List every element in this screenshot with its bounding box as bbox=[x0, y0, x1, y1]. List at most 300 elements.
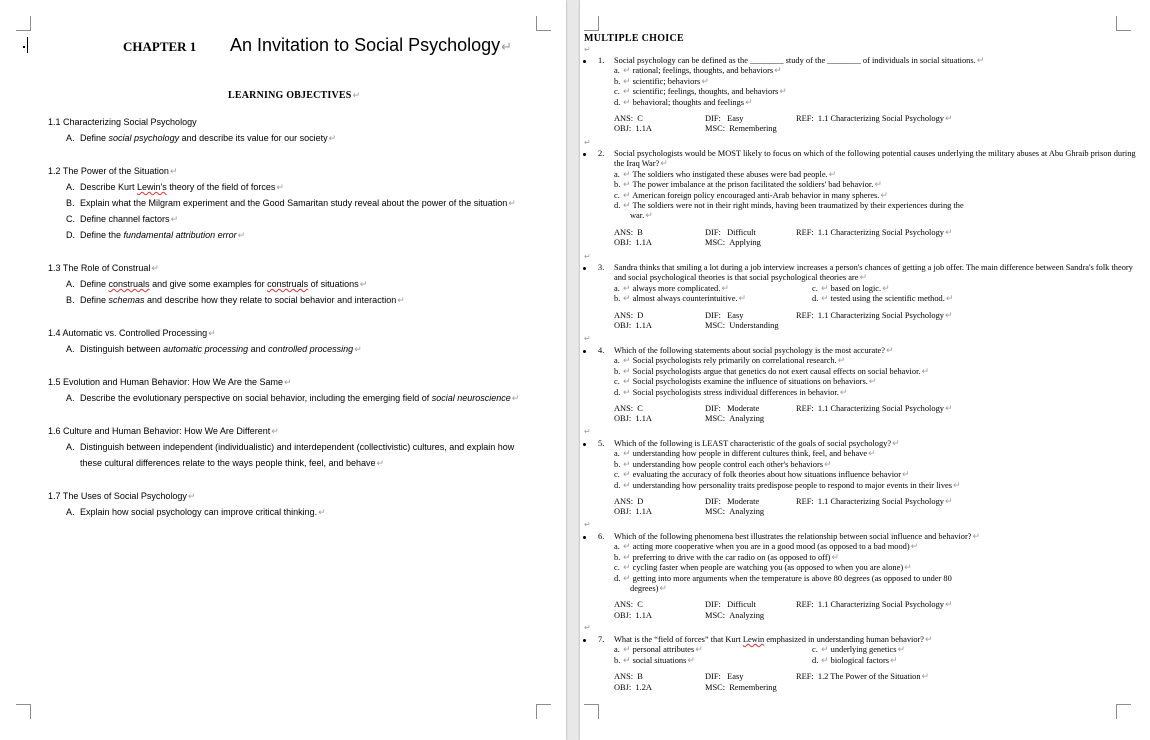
option-text: Social psychologists argue that genetics do not exert causal effects on social behavior. bbox=[632, 366, 921, 376]
objective-text: Define bbox=[80, 295, 109, 305]
tab-mark-icon: ↵ bbox=[623, 97, 631, 108]
return-mark-icon: ↵ bbox=[170, 215, 179, 225]
return-mark-icon: ↵ bbox=[779, 87, 787, 98]
skill-level: Analyzing bbox=[729, 507, 765, 517]
bullet-icon bbox=[583, 267, 586, 270]
tab-mark-icon: ↵ bbox=[695, 645, 703, 656]
return-mark-icon: ↵ bbox=[660, 159, 668, 170]
answer-option bbox=[614, 388, 1138, 398]
objective-text: Distinguish between bbox=[80, 344, 164, 354]
option-text: based on logic. bbox=[830, 283, 882, 293]
return-mark-icon: ↵ bbox=[897, 645, 906, 656]
return-mark-icon: ↵ bbox=[584, 520, 591, 529]
objective-item bbox=[66, 344, 362, 355]
objective-text: Distinguish between independent (individualistic) and interdependent (collectivistic) cultures, and explain how bbox=[80, 442, 515, 452]
option-text: Social psychologists rely primarily on correlational research. bbox=[632, 356, 837, 366]
option-letter: a. bbox=[614, 356, 620, 366]
bullet-icon bbox=[583, 153, 586, 156]
question-stem bbox=[614, 263, 1138, 284]
meta-label: REF: bbox=[796, 114, 814, 124]
objective-term: social psychology bbox=[108, 133, 180, 143]
objective-item-continued bbox=[80, 458, 384, 469]
spellcheck-word[interactable]: construals bbox=[108, 279, 150, 289]
spellcheck-word[interactable]: Lewin bbox=[742, 635, 765, 644]
option-letter: d. bbox=[614, 480, 621, 490]
question-stem-text: Which of the following is LEAST characteristic of the goals of social psychology? bbox=[614, 439, 892, 448]
answer-option bbox=[614, 98, 1138, 108]
objective-item bbox=[66, 295, 405, 306]
meta-label: MSC: bbox=[705, 610, 726, 620]
return-mark-icon: ↵ bbox=[972, 532, 980, 542]
option-text: understanding how people control each other's behaviors bbox=[632, 459, 823, 469]
answer-options bbox=[614, 284, 1138, 305]
option-letter: c. bbox=[812, 645, 818, 655]
answer-options bbox=[614, 542, 1138, 594]
option-text: The soldiers were not in their right minds, having been traumatized by their experiences during the bbox=[632, 201, 964, 211]
option-letter: c. bbox=[614, 87, 620, 97]
meta-label: ANS: bbox=[614, 672, 634, 682]
tab-mark-icon: ↵ bbox=[687, 655, 695, 666]
option-text: acting more cooperative when you are in a good mood (as opposed to a bad mood) bbox=[632, 542, 910, 552]
answer-key: D bbox=[637, 310, 644, 320]
meta-label: OBJ: bbox=[614, 610, 632, 620]
option-text: evaluating the accuracy of folk theories about how situations influence behavior bbox=[632, 470, 902, 480]
return-mark-icon: ↵ bbox=[904, 563, 912, 574]
answer-key: C bbox=[637, 114, 643, 124]
crop-mark bbox=[536, 16, 551, 31]
meta-label: OBJ: bbox=[614, 321, 632, 331]
meta-label: OBJ: bbox=[614, 414, 632, 424]
return-mark-icon: ↵ bbox=[831, 552, 839, 563]
meta-label: OBJ: bbox=[614, 682, 632, 692]
tab-mark-icon: ↵ bbox=[821, 294, 829, 305]
objective-text: theory of the field of forces bbox=[166, 182, 276, 192]
return-mark-icon: ↵ bbox=[921, 672, 930, 683]
tab-mark-icon: ↵ bbox=[623, 169, 631, 180]
answer-option bbox=[614, 542, 1138, 552]
answer-option bbox=[614, 284, 812, 294]
skill-level: Applying bbox=[729, 238, 761, 248]
reference: 1.1 Characterizing Social Psychology bbox=[817, 497, 944, 507]
tab-mark-icon: ↵ bbox=[623, 66, 631, 77]
bullet-icon bbox=[583, 536, 586, 539]
answer-metadata bbox=[614, 497, 1138, 518]
return-mark-icon: ↵ bbox=[890, 655, 898, 666]
return-mark-icon: ↵ bbox=[352, 91, 361, 101]
meta-label: MSC: bbox=[705, 238, 726, 248]
option-text: preferring to drive with the car radio on (as opposed to off) bbox=[632, 552, 831, 562]
return-mark-icon: ↵ bbox=[859, 273, 867, 284]
objective-text: and describe how they relate to social behavior and interaction bbox=[144, 295, 397, 305]
option-text: The power imbalance at the prison facilitated the soldiers' bad behavior. bbox=[632, 180, 874, 190]
answer-option bbox=[614, 377, 1138, 387]
return-mark-icon: ↵ bbox=[976, 56, 985, 66]
question-stem bbox=[614, 635, 1138, 645]
objective-letter: A. bbox=[66, 279, 75, 289]
return-mark-icon: ↵ bbox=[283, 378, 292, 388]
return-mark-icon: ↵ bbox=[745, 97, 753, 108]
chapter-label: CHAPTER 1 bbox=[123, 39, 197, 54]
answer-option bbox=[614, 563, 1138, 573]
tab-mark-icon: ↵ bbox=[623, 542, 631, 553]
answer-options bbox=[614, 449, 1138, 491]
objective-letter: A. bbox=[66, 344, 75, 354]
tab-mark-icon: ↵ bbox=[623, 201, 631, 212]
option-text: behavioral; thoughts and feelings bbox=[632, 97, 745, 107]
tab-mark-icon: ↵ bbox=[623, 480, 631, 491]
question-number: 1. bbox=[598, 56, 605, 65]
option-text: cycling faster when people are watching you (as opposed to when you are alone) bbox=[632, 563, 904, 573]
return-mark-icon: ↵ bbox=[885, 346, 894, 356]
tab-mark-icon: ↵ bbox=[623, 377, 631, 388]
option-text: understanding how people in different cultures think, feel, and behave bbox=[632, 449, 868, 459]
multiple-choice-heading: MULTIPLE CHOICE bbox=[584, 33, 684, 44]
option-letter: b. bbox=[614, 655, 621, 665]
objective-letter: A. bbox=[66, 393, 75, 403]
return-mark-icon: ↵ bbox=[645, 211, 653, 222]
return-mark-icon: ↵ bbox=[701, 76, 709, 87]
answer-option bbox=[614, 470, 1138, 480]
objective-term: social neuroscience bbox=[431, 393, 511, 403]
answer-key: B bbox=[637, 672, 643, 682]
objective-letter: B. bbox=[66, 295, 75, 305]
section-label: 1.1 Characterizing Social Psychology bbox=[48, 117, 197, 127]
answer-option bbox=[812, 284, 890, 294]
return-mark-icon: ↵ bbox=[902, 470, 910, 481]
chapter-title bbox=[230, 35, 512, 56]
bullet-icon bbox=[583, 350, 586, 353]
return-mark-icon: ↵ bbox=[397, 296, 405, 306]
answer-option bbox=[812, 294, 953, 304]
meta-label: REF: bbox=[796, 310, 814, 320]
return-mark-icon: ↵ bbox=[271, 427, 279, 437]
meta-label: OBJ: bbox=[614, 238, 632, 248]
objective-text: and bbox=[248, 344, 269, 354]
tab-mark-icon: ↵ bbox=[738, 294, 747, 305]
question-stem bbox=[614, 149, 1138, 170]
crop-mark bbox=[1116, 704, 1131, 719]
question-item bbox=[598, 532, 1138, 621]
objective-ref: 1.1A bbox=[635, 238, 652, 248]
spellcheck-word[interactable]: Lewin's bbox=[137, 182, 167, 192]
return-mark-icon: ↵ bbox=[584, 623, 591, 632]
option-letter: d. bbox=[614, 387, 621, 397]
objective-text: Define bbox=[80, 279, 109, 289]
question-stem-text: What is the “field of forces” that Kurt bbox=[614, 635, 743, 644]
question-item bbox=[598, 149, 1138, 249]
answer-option bbox=[614, 574, 1138, 584]
return-mark-icon: ↵ bbox=[925, 635, 933, 645]
spellcheck-word[interactable]: construals bbox=[267, 279, 309, 289]
objective-text: Define bbox=[80, 133, 109, 143]
option-text: understanding how personality traits predispose people to respond to major events in their lives bbox=[632, 480, 952, 490]
section-label: 1.4 Automatic vs. Controlled Processing bbox=[48, 328, 208, 338]
skill-level: Remembering bbox=[729, 682, 777, 692]
return-mark-icon: ↵ bbox=[868, 377, 877, 388]
option-text: war. bbox=[630, 211, 645, 221]
objective-ref: 1.2A bbox=[635, 682, 652, 692]
return-mark-icon: ↵ bbox=[774, 66, 782, 77]
objective-item bbox=[66, 182, 284, 193]
option-text: scientific; feelings, thoughts, and behaviors bbox=[632, 87, 779, 97]
option-text: getting into more arguments when the temperature is above 80 degrees (as opposed to under 80 bbox=[632, 573, 952, 583]
option-letter: d. bbox=[614, 97, 621, 107]
question-item bbox=[598, 56, 1138, 135]
meta-label: MSC: bbox=[705, 124, 726, 134]
tab-mark-icon: ↵ bbox=[623, 180, 631, 191]
tab-mark-icon: ↵ bbox=[623, 366, 631, 377]
meta-label: ANS: bbox=[614, 600, 634, 610]
option-letter: b. bbox=[614, 76, 621, 86]
return-mark-icon: ↵ bbox=[359, 280, 368, 290]
skill-level: Remembering bbox=[729, 124, 777, 134]
tab-mark-icon: ↵ bbox=[623, 449, 631, 460]
answer-option bbox=[614, 481, 1138, 491]
return-mark-icon: ↵ bbox=[953, 480, 961, 491]
meta-label: ANS: bbox=[614, 227, 634, 237]
return-mark-icon: ↵ bbox=[839, 387, 848, 398]
answer-option bbox=[812, 645, 905, 655]
difficulty: Easy bbox=[727, 672, 744, 682]
section-heading bbox=[48, 117, 197, 127]
document-page-right[interactable] bbox=[580, 0, 1150, 740]
answer-option bbox=[614, 170, 1138, 180]
option-letter: b. bbox=[614, 459, 621, 469]
answer-option bbox=[614, 356, 1138, 366]
return-mark-icon: ↵ bbox=[944, 310, 953, 321]
answer-option bbox=[614, 294, 812, 304]
option-letter: a. bbox=[614, 645, 620, 655]
return-mark-icon: ↵ bbox=[944, 114, 953, 125]
objective-ref: 1.1A bbox=[635, 414, 652, 424]
tab-mark-icon: ↵ bbox=[623, 87, 631, 98]
difficulty: Difficult bbox=[727, 600, 756, 610]
option-text: Social psychologists examine the influence of situations on behaviors. bbox=[632, 377, 868, 387]
reference: 1.1 Characterizing Social Psychology bbox=[817, 600, 944, 610]
objective-item bbox=[66, 442, 514, 452]
return-mark-icon: ↵ bbox=[276, 183, 284, 193]
answer-option-continued bbox=[630, 211, 1138, 221]
section-heading bbox=[48, 377, 292, 388]
section-heading bbox=[48, 426, 279, 437]
return-mark-icon: ↵ bbox=[828, 169, 837, 180]
crop-mark bbox=[584, 16, 599, 31]
return-mark-icon: ↵ bbox=[945, 294, 954, 305]
meta-label: OBJ: bbox=[614, 124, 632, 134]
document-page-left[interactable] bbox=[0, 0, 566, 740]
answer-option bbox=[614, 460, 1138, 470]
option-letter: b. bbox=[614, 294, 621, 304]
skill-level: Analyzing bbox=[729, 610, 765, 620]
return-mark-icon: ↵ bbox=[880, 190, 888, 201]
objective-ref: 1.1A bbox=[635, 321, 652, 331]
option-letter: d. bbox=[614, 573, 621, 583]
answer-option bbox=[614, 553, 1138, 563]
reference: 1.1 Characterizing Social Psychology bbox=[817, 310, 944, 320]
objective-text: and give some examples for bbox=[149, 279, 268, 289]
objective-item bbox=[66, 230, 245, 241]
answer-metadata bbox=[614, 600, 1138, 621]
objective-term: schemas bbox=[108, 295, 145, 305]
objective-text: of situations bbox=[308, 279, 359, 289]
return-mark-icon: ↵ bbox=[921, 366, 930, 377]
return-mark-icon: ↵ bbox=[508, 199, 516, 209]
option-letter: b. bbox=[614, 366, 621, 376]
objective-ref: 1.1A bbox=[635, 124, 652, 134]
meta-label: REF: bbox=[796, 404, 814, 414]
answer-option-continued bbox=[630, 584, 1138, 594]
meta-label: REF: bbox=[796, 600, 814, 610]
question-stem bbox=[614, 56, 1138, 66]
answer-metadata bbox=[614, 228, 1138, 249]
option-letter: c. bbox=[614, 190, 620, 200]
crop-mark bbox=[584, 704, 599, 719]
option-text: degrees) bbox=[630, 584, 659, 594]
answer-option bbox=[614, 191, 1138, 201]
reference: 1.1 Characterizing Social Psychology bbox=[817, 227, 944, 237]
tab-mark-icon: ↵ bbox=[623, 470, 631, 481]
objective-term: fundamental attribution error bbox=[123, 230, 237, 240]
meta-label: ANS: bbox=[614, 310, 634, 320]
objective-text: Explain what the Milgram experiment and the Good Samaritan study reveal about the power of the situation bbox=[80, 198, 508, 208]
tab-mark-icon: ↵ bbox=[623, 563, 631, 574]
answer-key: D bbox=[637, 497, 644, 507]
difficulty: Moderate bbox=[727, 404, 760, 414]
return-mark-icon: ↵ bbox=[944, 404, 953, 415]
return-mark-icon: ↵ bbox=[151, 264, 159, 274]
bullet-icon bbox=[583, 60, 586, 63]
question-stem-text: Which of the following phenomena best illustrates the relationship between social influence and behavior? bbox=[614, 532, 972, 541]
question-stem-text: Social psychologists would be MOST likely to focus on which of the following potential causes underlying the military abuses at Abu Ghraib prison during the Iraq War? bbox=[614, 149, 1136, 169]
section-heading bbox=[48, 166, 177, 177]
answer-options bbox=[614, 645, 1138, 666]
return-mark-icon: ↵ bbox=[944, 600, 953, 611]
question-stem bbox=[614, 439, 1138, 449]
return-mark-icon: ↵ bbox=[584, 334, 591, 343]
objective-text: Define the bbox=[80, 230, 124, 240]
meta-label: DIF: bbox=[705, 404, 721, 414]
objective-text: these cultural differences relate to the ways people think, feel, and behave bbox=[80, 458, 376, 468]
answer-option bbox=[614, 87, 1138, 97]
reference: 1.1 Characterizing Social Psychology bbox=[817, 404, 944, 414]
difficulty: Difficult bbox=[727, 227, 756, 237]
crop-mark bbox=[16, 704, 31, 719]
option-text: American foreign policy encouraged anti-Arab behavior in many spheres. bbox=[632, 190, 880, 200]
option-text: tested using the scientific method. bbox=[830, 294, 945, 304]
tab-mark-icon: ↵ bbox=[623, 459, 631, 470]
crop-mark bbox=[536, 704, 551, 719]
meta-label: ANS: bbox=[614, 404, 634, 414]
meta-label: REF: bbox=[796, 672, 814, 682]
option-letter: a. bbox=[614, 169, 620, 179]
return-mark-icon: ↵ bbox=[584, 138, 591, 147]
return-mark-icon: ↵ bbox=[892, 439, 900, 449]
question-number: 3. bbox=[598, 263, 605, 272]
question-item bbox=[598, 263, 1138, 331]
option-letter: c. bbox=[614, 470, 620, 480]
question-stem-text: emphasized in understanding human behavior? bbox=[764, 635, 925, 644]
meta-label: DIF: bbox=[705, 310, 721, 320]
option-text: social situations bbox=[632, 655, 687, 665]
tab-mark-icon: ↵ bbox=[623, 655, 631, 666]
objective-term: controlled processing bbox=[268, 344, 354, 354]
question-item bbox=[598, 635, 1138, 693]
objective-item bbox=[66, 198, 516, 209]
option-text: rational; feelings, thoughts, and behaviors bbox=[632, 66, 774, 76]
objective-item bbox=[66, 507, 326, 518]
question-number: 2. bbox=[598, 149, 605, 158]
tab-mark-icon: ↵ bbox=[623, 573, 631, 584]
option-text: biological factors bbox=[830, 655, 890, 665]
option-letter: a. bbox=[614, 542, 620, 552]
objective-letter: D. bbox=[66, 230, 75, 240]
option-letter: d. bbox=[812, 294, 819, 304]
return-mark-icon: ↵ bbox=[584, 45, 591, 54]
option-letter: a. bbox=[614, 449, 620, 459]
tab-mark-icon: ↵ bbox=[721, 283, 729, 294]
answer-metadata bbox=[614, 672, 1138, 693]
text-cursor bbox=[27, 37, 28, 53]
question-stem bbox=[614, 532, 1138, 542]
bullet-icon bbox=[583, 639, 586, 642]
meta-label: MSC: bbox=[705, 682, 726, 692]
option-text: personal attributes bbox=[632, 645, 695, 655]
option-letter: b. bbox=[614, 552, 621, 562]
objective-letter: A. bbox=[66, 133, 75, 143]
return-mark-icon: ↵ bbox=[882, 283, 890, 294]
answer-option bbox=[614, 645, 812, 655]
section-heading bbox=[48, 263, 159, 274]
answer-options bbox=[614, 356, 1138, 398]
objective-letter: A. bbox=[66, 442, 75, 452]
return-mark-icon: ↵ bbox=[874, 180, 882, 191]
return-mark-icon: ↵ bbox=[910, 542, 919, 553]
question-number: 5. bbox=[598, 439, 605, 448]
objective-item bbox=[66, 214, 178, 225]
meta-label: DIF: bbox=[705, 672, 721, 682]
return-mark-icon: ↵ bbox=[584, 427, 591, 436]
objective-text: Describe Kurt bbox=[80, 182, 138, 192]
section-label: 1.2 The Power of the Situation bbox=[48, 166, 169, 176]
skill-level: Analyzing bbox=[729, 414, 765, 424]
question-number: 7. bbox=[598, 635, 605, 644]
answer-option-row bbox=[614, 645, 1138, 655]
reference: 1.2 The Power of the Situation bbox=[817, 672, 921, 682]
answer-option bbox=[614, 180, 1138, 190]
return-mark-icon: ↵ bbox=[837, 356, 846, 367]
answer-option bbox=[614, 201, 1138, 211]
objective-letter: A. bbox=[66, 507, 75, 517]
meta-label: DIF: bbox=[705, 114, 721, 124]
meta-label: ANS: bbox=[614, 497, 634, 507]
meta-label: MSC: bbox=[705, 507, 726, 517]
answer-option-row bbox=[614, 284, 1138, 294]
meta-label: DIF: bbox=[705, 600, 721, 610]
chapter-title-text: An Invitation to Social Psychology bbox=[230, 35, 501, 55]
option-letter: c. bbox=[812, 283, 818, 293]
objective-ref: 1.1A bbox=[635, 610, 652, 620]
option-letter: c. bbox=[614, 377, 620, 387]
section-heading bbox=[48, 328, 216, 339]
option-text: Social psychologists stress individual differences in behavior. bbox=[632, 387, 839, 397]
skill-level: Understanding bbox=[729, 321, 779, 331]
option-text: The soldiers who instigated these abuses were bad people. bbox=[632, 169, 828, 179]
objective-letter: A. bbox=[66, 182, 75, 192]
return-mark-icon: ↵ bbox=[328, 134, 337, 144]
return-mark-icon: ↵ bbox=[659, 584, 667, 595]
tab-mark-icon: ↵ bbox=[623, 552, 631, 563]
objective-text: Describe the evolutionary perspective on social behavior, including the emerging field of bbox=[80, 393, 432, 403]
